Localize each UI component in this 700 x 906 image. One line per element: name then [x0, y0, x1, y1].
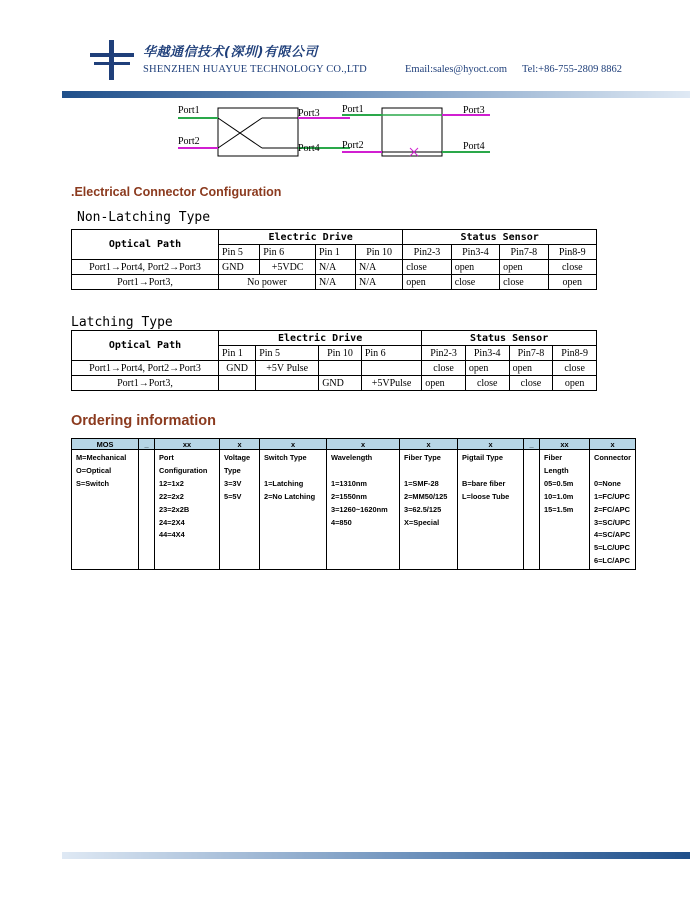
optical-path-cell: Port1→Port4, Port2→Port3	[72, 361, 219, 376]
option-label: X=Special	[404, 517, 440, 527]
left-port2-label: Port2	[178, 136, 200, 147]
table-cell: close	[553, 361, 597, 376]
option-label: 44=4X4	[159, 530, 185, 540]
pin-header: Pin 1	[315, 245, 355, 260]
option-label: Port	[159, 453, 174, 462]
right-port4-label: Port4	[463, 141, 485, 152]
option-label: 12=1x2	[159, 478, 184, 488]
option-label: Fiber Type	[404, 453, 441, 462]
pin-header: Pin 5	[256, 346, 319, 361]
option-label: 15=1.5m	[544, 504, 574, 514]
footer-bar	[62, 852, 690, 859]
table-cell: N/A	[315, 275, 355, 290]
order-header: MOS	[72, 439, 139, 450]
optical-path-cell: Port1→Port4, Port2→Port3	[72, 260, 219, 275]
pin-header: Pin8-9	[553, 346, 597, 361]
order-col-switch-type	[260, 450, 327, 570]
order-col-voltage	[220, 450, 260, 570]
option-label: 3=SC/UPC	[594, 517, 631, 527]
order-col-connector	[590, 450, 636, 570]
electric-drive-header: Electric Drive	[219, 331, 422, 346]
option-label: 3=1260~1620nm	[331, 504, 388, 514]
order-header: x	[590, 439, 636, 450]
table-cell: close	[451, 275, 499, 290]
option-label: 23=2x2B	[159, 504, 190, 514]
option-label: 2=MM50/125	[404, 491, 448, 501]
pin-header: Pin2-3	[422, 346, 466, 361]
table-cell	[319, 361, 362, 376]
table-cell: N/A	[315, 260, 355, 275]
table-cell: N/A	[356, 260, 403, 275]
order-header: x	[327, 439, 400, 450]
table-cell	[361, 361, 421, 376]
option-label	[331, 465, 395, 478]
pin-header: Pin7-8	[500, 245, 548, 260]
order-header: x	[220, 439, 260, 450]
table-row	[72, 376, 597, 391]
option-label: 6=LC/APC	[594, 556, 630, 566]
pin-header: Pin 1	[219, 346, 256, 361]
option-label: 22=2x2	[159, 491, 184, 501]
table-cell: close	[500, 275, 548, 290]
option-label: 1=SMF-28	[404, 478, 439, 488]
option-label: Connector	[594, 453, 631, 462]
right-port1-label: Port1	[342, 104, 364, 115]
pin-header: Pin 5	[219, 245, 260, 260]
company-name-cn: 华越通信技术(深圳)有限公司	[143, 45, 318, 60]
non-latching-heading: Non-Latching Type	[77, 210, 211, 225]
table-cell: open	[509, 361, 553, 376]
table-cell: close	[422, 361, 466, 376]
table-cell: close	[465, 376, 509, 391]
electric-drive-header: Electric Drive	[219, 230, 403, 245]
option-label: 24=2X4	[159, 517, 185, 527]
left-port4-label: Port4	[298, 143, 320, 154]
option-label: 4=850	[331, 517, 352, 527]
option-label: Fiber	[544, 453, 563, 462]
order-header: x	[260, 439, 327, 450]
table-cell: +5V Pulse	[256, 361, 319, 376]
header-bar	[62, 91, 690, 98]
order-col-port	[155, 450, 220, 570]
option-label: 2=1550nm	[331, 491, 367, 501]
option-label: Configuration	[159, 465, 208, 475]
table-cell: GND	[319, 376, 362, 391]
option-label: M=Mechanical	[76, 453, 127, 462]
pin-header: Pin7-8	[509, 346, 553, 361]
order-col-fiber-type	[400, 450, 458, 570]
table-row	[72, 275, 597, 290]
order-col-pigtail-type	[458, 450, 524, 570]
optical-path-cell: Port1→Port3,	[72, 376, 219, 391]
option-label: 5=5V	[224, 491, 242, 501]
left-port1-label: Port1	[178, 105, 200, 116]
option-label	[404, 465, 453, 478]
pin-header: Pin 10	[356, 245, 403, 260]
option-label: 1=FC/UPC	[594, 491, 630, 501]
option-label: Pigtail Type	[462, 453, 503, 462]
table-cell: open	[500, 260, 548, 275]
option-label: O=Optical	[76, 465, 112, 475]
left-port3-label: Port3	[298, 108, 320, 119]
table-cell: open	[403, 275, 451, 290]
option-label: 3=3V	[224, 478, 242, 488]
option-label: 0=None	[594, 478, 621, 488]
option-label: 10=1.0m	[544, 491, 574, 501]
table-cell: open	[548, 275, 596, 290]
table-row	[72, 260, 597, 275]
pin-header: Pin 6	[361, 346, 421, 361]
table-cell: N/A	[356, 275, 403, 290]
option-label: 1=Latching	[264, 478, 304, 488]
right-port3-label: Port3	[463, 105, 485, 116]
table-cell	[219, 376, 256, 391]
table-cell: GND	[219, 260, 260, 275]
option-label: 05=0.5m	[544, 478, 574, 488]
option-label: Wavelength	[331, 453, 373, 462]
pin-header: Pin8-9	[548, 245, 596, 260]
pin-header: Pin3-4	[465, 346, 509, 361]
order-col-wavelength	[327, 450, 400, 570]
switch-box-left	[218, 108, 298, 156]
pin-header: Pin 10	[319, 346, 362, 361]
order-col-mos	[72, 450, 139, 570]
option-label: 4=SC/APC	[594, 530, 631, 540]
ordering-table	[71, 438, 636, 570]
order-header: _	[139, 439, 155, 450]
order-col-sep	[139, 450, 155, 570]
latching-table	[71, 330, 597, 391]
option-label: 2=FC/APC	[594, 504, 630, 514]
order-header: x	[400, 439, 458, 450]
status-sensor-header: Status Sensor	[422, 331, 597, 346]
latching-heading: Latching Type	[71, 315, 173, 330]
option-label: 1=1310nm	[331, 478, 367, 488]
optical-path-header: Optical Path	[72, 331, 219, 361]
table-cell: open	[553, 376, 597, 391]
order-col-fiber-length	[540, 450, 590, 570]
optical-path-cell: Port1→Port3,	[72, 275, 219, 290]
switch-diagrams	[170, 100, 500, 170]
option-label: Length	[544, 465, 569, 475]
table-row	[72, 361, 597, 376]
pin-header: Pin2-3	[403, 245, 451, 260]
pin-header: Pin 6	[260, 245, 316, 260]
email-contact: Email:sales@hyoct.com	[405, 64, 508, 75]
table-cell: open	[465, 361, 509, 376]
electrical-config-heading: .Electrical Connector Configuration	[71, 185, 282, 199]
option-label: 2=No Latching	[264, 491, 316, 501]
non-latching-table	[71, 229, 597, 290]
tel-contact: Tel:+86-755-2809 8862	[522, 64, 622, 75]
order-header: xx	[155, 439, 220, 450]
ordering-heading: Ordering information	[71, 413, 216, 429]
option-label: B=bare fiber	[462, 478, 506, 488]
order-header: xx	[540, 439, 590, 450]
optical-path-header: Optical Path	[72, 230, 219, 260]
option-label	[594, 465, 631, 478]
table-cell: close	[509, 376, 553, 391]
right-port2-label: Port2	[342, 140, 364, 151]
order-header: _	[524, 439, 540, 450]
table-cell: close	[403, 260, 451, 275]
status-sensor-header: Status Sensor	[403, 230, 597, 245]
company-name-en: SHENZHEN HUAYUE TECHNOLOGY CO.,LTD	[143, 64, 367, 75]
table-cell: +5VPulse	[361, 376, 421, 391]
table-cell: close	[548, 260, 596, 275]
option-label: Type	[224, 465, 241, 475]
order-col-sep	[524, 450, 540, 570]
table-cell: +5VDC	[260, 260, 316, 275]
option-label: Voltage	[224, 453, 251, 462]
option-label: 5=LC/UPC	[594, 543, 630, 553]
pin-header: Pin3-4	[451, 245, 499, 260]
option-label: L=loose Tube	[462, 491, 510, 501]
table-cell: GND	[219, 361, 256, 376]
option-label: Switch Type	[264, 453, 307, 462]
option-label: 3=62.5/125	[404, 504, 442, 514]
company-logo	[90, 40, 134, 80]
table-cell	[256, 376, 319, 391]
option-label: S=Switch	[76, 478, 110, 488]
table-cell: open	[451, 260, 499, 275]
table-cell: No power	[219, 275, 316, 290]
table-cell: open	[422, 376, 466, 391]
option-label	[264, 465, 322, 478]
order-header: x	[458, 439, 524, 450]
option-label	[462, 465, 519, 478]
